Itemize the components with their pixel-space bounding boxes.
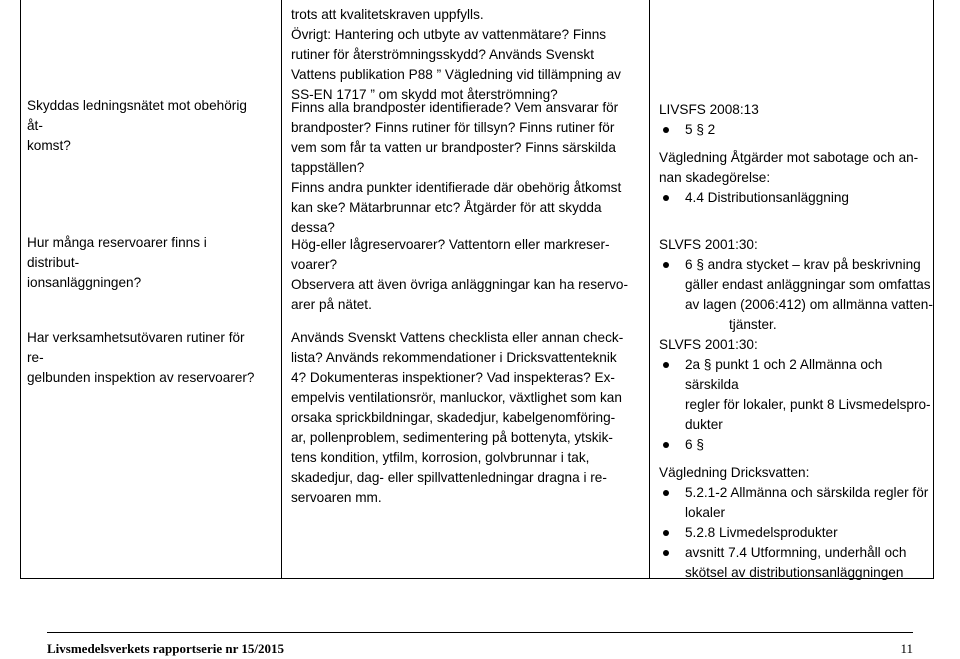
reference-bullet-text: 5 § 2 (685, 122, 716, 137)
reference-bullet-text: avsnitt 7.4 Utformning, underhåll och (685, 545, 907, 560)
reference-bullet (659, 355, 939, 435)
reference-bullet-text: 2a § punkt 1 och 2 Allmänna och särskilda (685, 357, 883, 392)
guidance-line: Finns alla brandposter identifierade? Vem ansvarar för (291, 100, 619, 115)
reference-bullet-text: av lagen (2006:412) om allmänna vatten- (685, 297, 933, 312)
guidance-line: lista? Används rekommendationer i Dricksvattenteknik (291, 350, 617, 365)
question-3-line: Har verksamhetsutövaren rutiner för re- (27, 330, 245, 365)
page-number: 11 (900, 641, 913, 656)
reference-heading: Vägledning Dricksvatten: (659, 465, 810, 480)
reference-heading: SLVFS 2001:30: (659, 337, 758, 352)
bullet-icon (663, 530, 669, 536)
bullet-icon (663, 362, 669, 368)
reference-heading: Vägledning Åtgärder mot sabotage och an- (659, 150, 919, 165)
reference-bullet-text: lokaler (685, 505, 726, 520)
guidance-line: brandposter? Finns rutiner för tillsyn? Finns rutiner för (291, 120, 615, 135)
bullet-icon (663, 490, 669, 496)
footer-rule (47, 632, 913, 633)
reference-bullet-text: dukter (685, 417, 723, 432)
footer-title: Livsmedelsverkets rapportserie nr 15/2015 (47, 641, 284, 656)
guidance-line: empelvis ventilationsrör, manluckor, växtlighet som kan (291, 390, 622, 405)
guidance-line: SS-EN 1717 ” om skydd mot återströmning? (291, 87, 558, 102)
question-2-line: ionsanläggningen? (27, 275, 142, 290)
guidance-line: Finns andra punkter identifierade där obehörig åtkomst (291, 180, 622, 195)
table-border-left (20, 0, 21, 579)
guidance-2 (291, 235, 646, 315)
guidance-line: trots att kvalitetskraven uppfylls. (291, 7, 484, 22)
reference-bullet-text: regler för lokaler, punkt 8 Livsmedelspro- (685, 397, 931, 412)
guidance-line: Vattens publikation P88 ” Vägledning vid tillämpning av (291, 67, 621, 82)
reference-bullet-text: tjänster. (729, 317, 777, 332)
reference-bullet (659, 255, 939, 335)
question-1-line: komst? (27, 138, 71, 153)
reference-bullet-text: gäller endast anläggningar som omfattas (685, 277, 931, 292)
reference-bullet-text: skötsel av distributionsanläggningen (685, 565, 904, 580)
question-1-line: Skyddas ledningsnätet mot obehörig åt- (27, 98, 247, 133)
bullet-icon (663, 262, 669, 268)
guidance-line: tappställen? (291, 160, 365, 175)
bullet-icon (663, 442, 669, 448)
bullet-icon (663, 550, 669, 556)
reference-heading: nan skadegörelse: (659, 170, 771, 185)
guidance-line: kan ske? Mätarbrunnar etc? Åtgärder för att skydda (291, 200, 602, 215)
table-divider-1 (281, 0, 282, 579)
guidance-line: rutiner för återströmningsskydd? Används Svenskt (291, 47, 594, 62)
guidance-line: voarer? (291, 257, 338, 272)
guidance-line: orsaka sprickbildningar, skadedjur, kabelgenomföring- (291, 410, 616, 425)
reference-bullet (659, 543, 939, 583)
reference-1 (659, 100, 939, 208)
reference-bullet-text: 6 § andra stycket – krav på beskrivning (685, 257, 921, 272)
guidance-line: vem som får ta vatten ur brandposter? Finns särskilda (291, 140, 616, 155)
reference-heading: LIVSFS 2008:13 (659, 102, 759, 117)
guidance-line: Observera att även övriga anläggningar kan ha reservo- (291, 277, 629, 292)
table-divider-2 (649, 0, 650, 579)
guidance-line: ar, pollenproblem, sedimentering på bottenyta, ytskik- (291, 430, 613, 445)
reference-bullet (659, 120, 939, 140)
question-3-line: gelbunden inspektion av reservoarer? (27, 370, 255, 385)
question-2 (27, 233, 262, 293)
reference-bullet-text: 4.4 Distributionsanläggning (685, 190, 849, 205)
guidance-line: 4? Dokumenteras inspektioner? Vad inspekteras? Ex- (291, 370, 615, 385)
reference-bullet-text: 5.2.1-2 Allmänna och särskilda regler för (685, 485, 929, 500)
question-3 (27, 328, 262, 388)
bullet-icon (663, 195, 669, 201)
guidance-3 (291, 328, 646, 508)
reference-bullet (659, 483, 939, 523)
page-footer (47, 639, 913, 659)
reference-bullet-text: 6 § (685, 437, 704, 452)
guidance-line: Används Svenskt Vattens checklista eller annan check- (291, 330, 624, 345)
question-2-line: Hur många reservoarer finns i distribut- (27, 235, 207, 270)
reference-bullet (659, 188, 939, 208)
guidance-line: Övrigt: Hantering och utbyte av vattenmätare? Finns (291, 27, 607, 42)
guidance-line: dessa? (291, 220, 335, 235)
guidance-line: skadedjur, dag- eller spillvattenledningar dragna i re- (291, 470, 607, 485)
reference-bullet (659, 435, 939, 455)
guidance-line: Hög-eller lågreservoarer? Vattentorn eller markreser- (291, 237, 610, 252)
reference-heading: SLVFS 2001:30: (659, 237, 758, 252)
guidance-1 (291, 98, 646, 238)
guidance-top (291, 5, 646, 105)
reference-2 (659, 235, 939, 583)
guidance-line: arer på nätet. (291, 297, 372, 312)
question-1 (27, 96, 262, 156)
reference-bullet-text: 5.2.8 Livmedelsprodukter (685, 525, 838, 540)
reference-bullet (659, 523, 939, 543)
bullet-icon (663, 127, 669, 133)
guidance-line: tens kondition, ytfilm, korrosion, golvbrunnar i tak, (291, 450, 590, 465)
guidance-line: servoaren mm. (291, 490, 382, 505)
